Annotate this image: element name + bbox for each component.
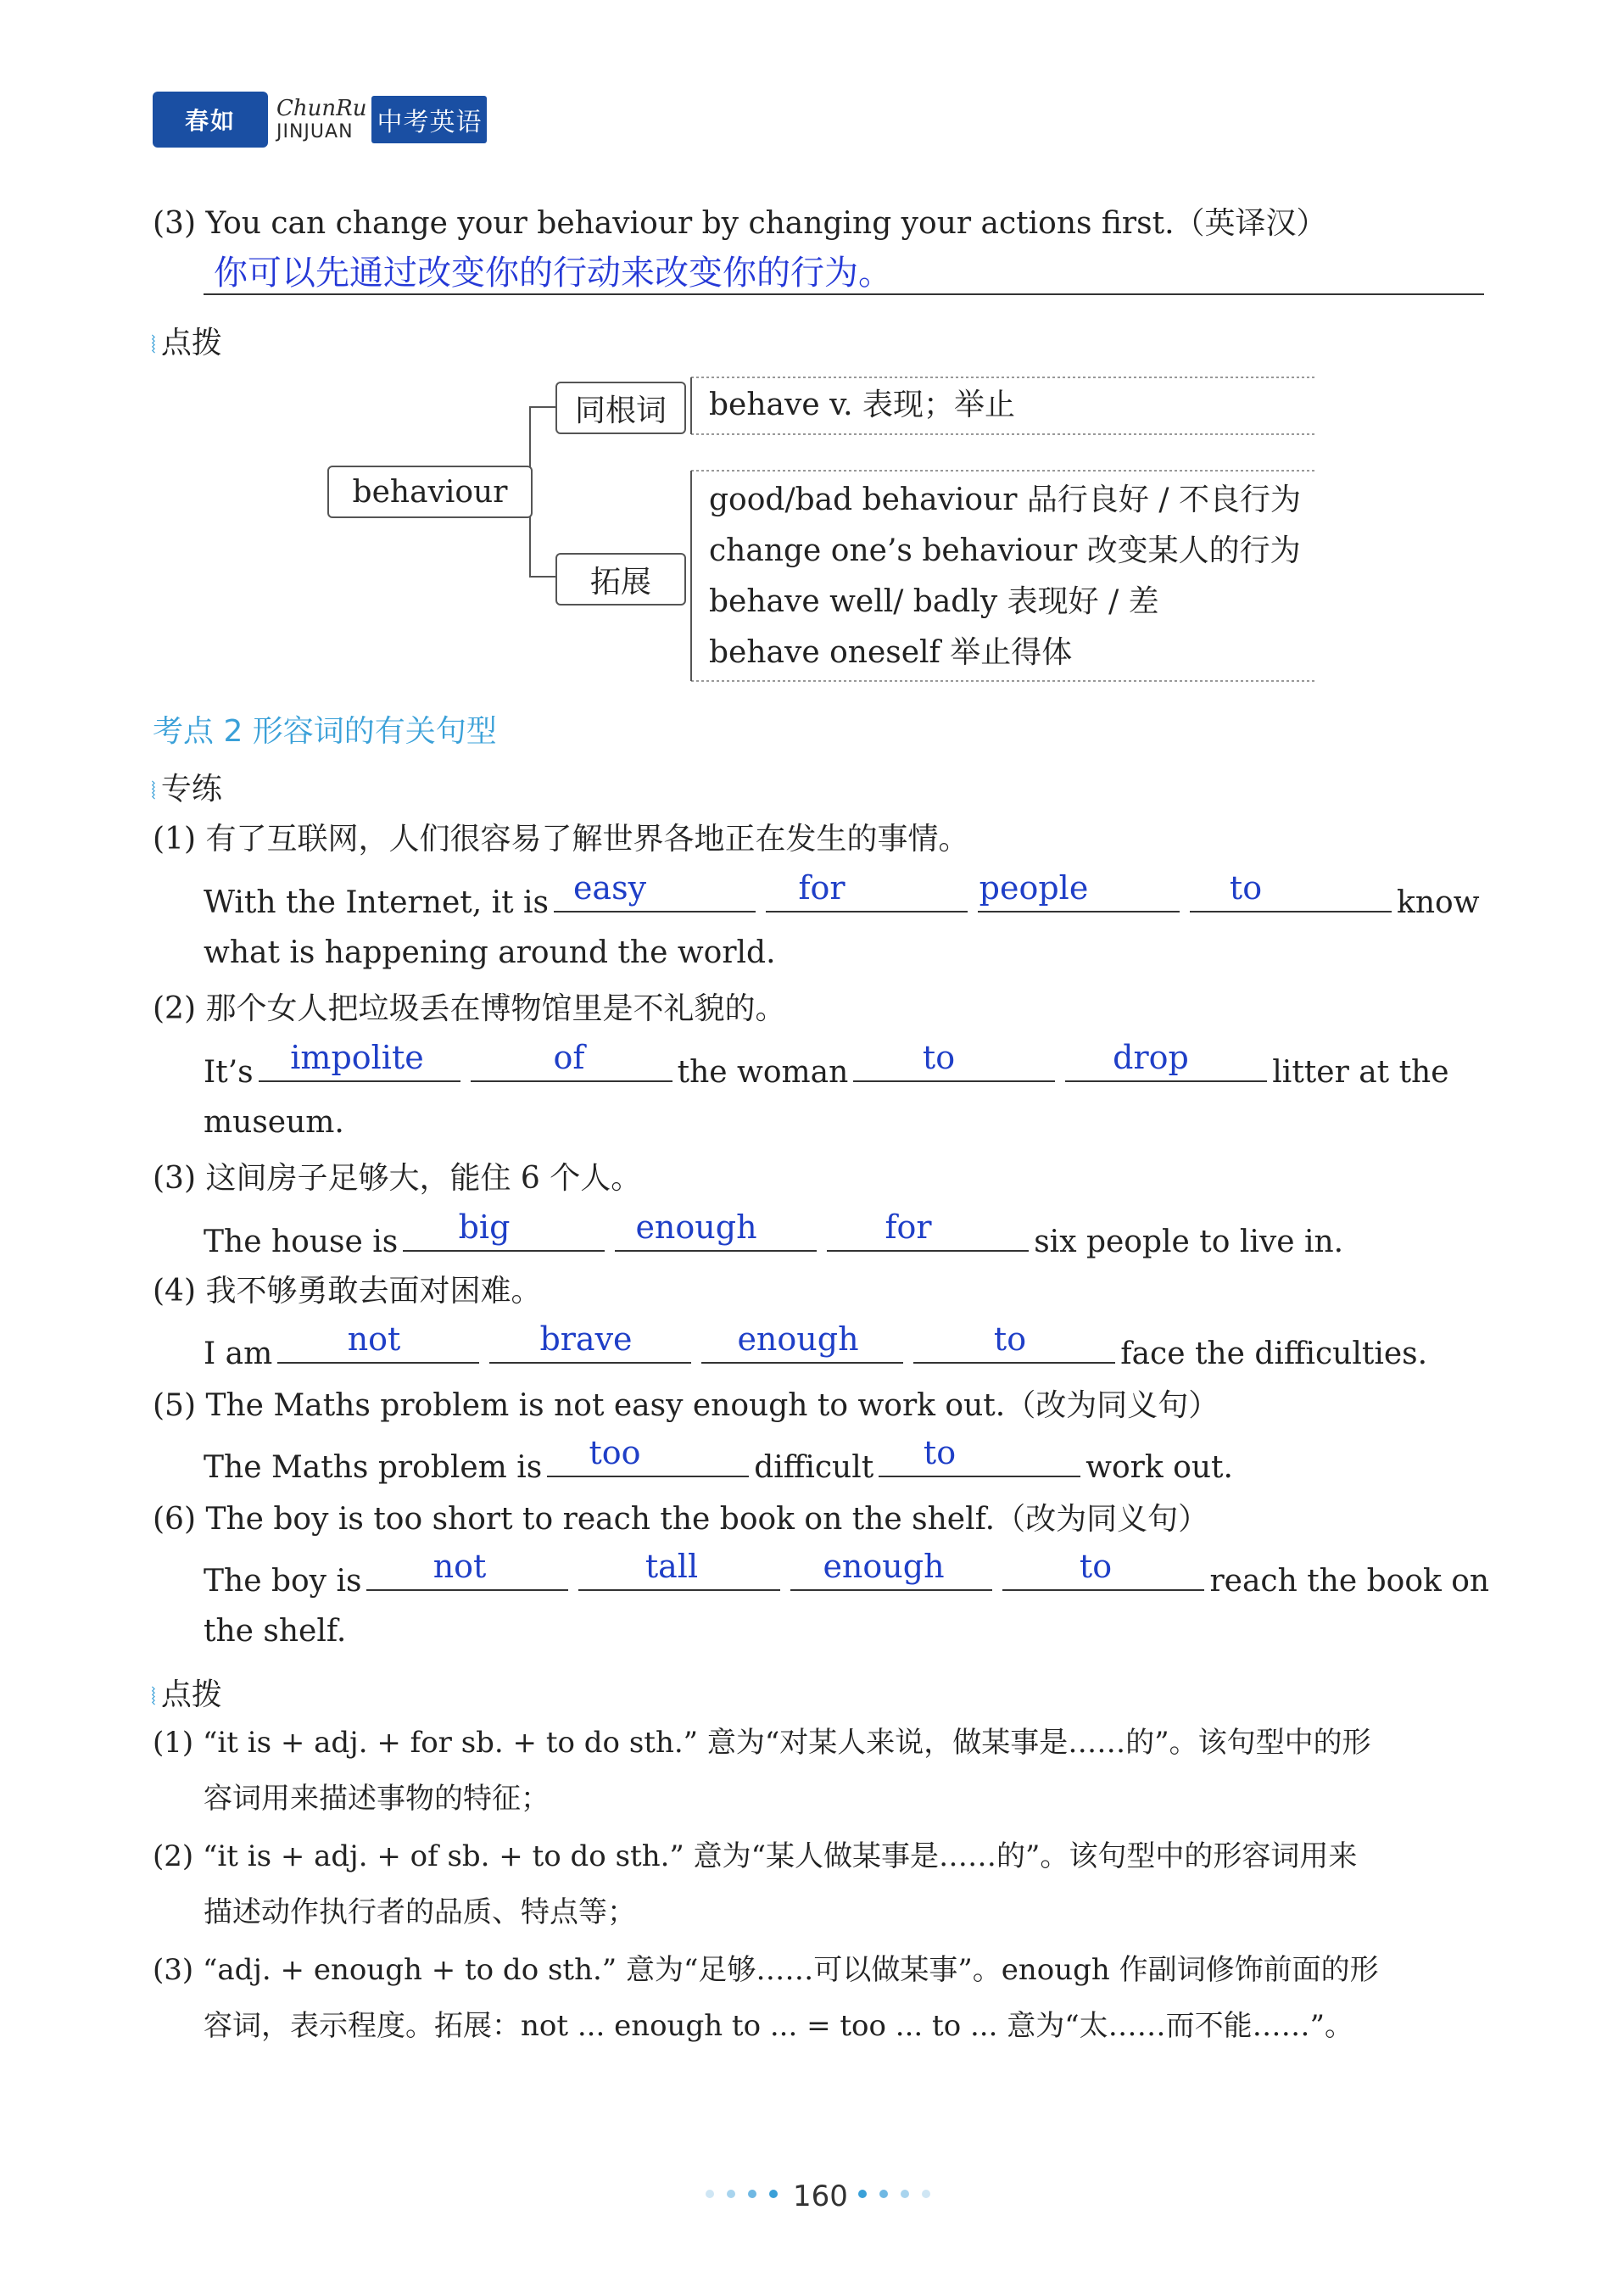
tip2-item-2-line-1: (2) “it is + adj. + of sb. + to do sth.” 意为“某人做某事是……的”。该句型中的形容词用来 (153, 1839, 1358, 1873)
page-dot (727, 2190, 735, 2198)
ex4-answer-3: enough (737, 1320, 859, 1358)
mindmap-root: behaviour (327, 466, 533, 518)
ex3-answer-2: enough (635, 1208, 757, 1246)
ex6-english: The boy is reach the book on (204, 1560, 1489, 1597)
practice-heading (151, 765, 222, 808)
page-dot (748, 2190, 756, 2198)
tip2-item-1-line-1: (1) “it is + adj. + for sb. + to do sth.” 意为“对某人来说，做某事是……的”。该句型中的形 (153, 1726, 1371, 1760)
page-dot (922, 2190, 930, 2198)
practice-marker-icon: ⦚ (151, 777, 156, 805)
mindmap-branch-extension: 拓展 (555, 553, 686, 606)
mindmap-ext-line-4: behave oneself 举止得体 (709, 635, 1073, 670)
ex2-answer-4: drop (1113, 1039, 1189, 1076)
ex1-answer-3: people (979, 869, 1089, 907)
tip2-item-2-line-2: 描述动作执行者的品质、特点等； (204, 1895, 636, 1929)
q3-answer: 你可以先通过改变你的行动来改变你的行为。 (214, 254, 892, 293)
tip2-marker-icon: ⦚ (151, 1683, 156, 1711)
ex3-answer-3: for (885, 1208, 932, 1246)
brand-name-en: ChunRu (276, 96, 367, 121)
practice-label: 专练 (160, 772, 222, 806)
ex4-answer-4: to (993, 1320, 1027, 1358)
page-dot (858, 2190, 867, 2198)
ex4-answer-2: brave (539, 1320, 633, 1358)
mindmap-branch-cognate: 同根词 (555, 382, 686, 434)
tip-marker-icon: ⦚ (151, 331, 156, 359)
tip2-item-3-line-2: 容词，表示程度。拓展：not ... enough to ... = too ... to ... 意为“太……而不能……”。 (204, 2009, 1353, 2043)
ex3-answer-1: big (458, 1208, 511, 1246)
ex2-english-cont: museum. (204, 1105, 344, 1140)
ex4-chinese: (4) 我不够勇敢去面对困难。 (153, 1274, 542, 1309)
tip2-item-3-line-1: (3) “adj. + enough + to do sth.” 意为“足够……可以做某事”。enough 作副词修饰前面的形 (153, 1953, 1379, 1987)
ex1-english-cont: what is happening around the world. (204, 935, 776, 970)
ex1-answer-1: easy (572, 869, 647, 907)
ex2-answer-2: of (553, 1039, 585, 1076)
tip2-item-1-line-2: 容词用来描述事物的特征； (204, 1782, 550, 1816)
page-number: 160 (793, 2179, 848, 2213)
section2-title: 考点 2 形容词的有关句型 (153, 714, 497, 749)
ex1-answer-2: for (798, 869, 845, 907)
ex6-answer-4: to (1079, 1548, 1113, 1585)
ex3-english: The house is six people to live in. (204, 1221, 1343, 1258)
page-dot (879, 2190, 888, 2198)
ex3-chinese: (3) 这间房子足够大，能住 6 个人。 (153, 1161, 642, 1196)
ex5-prompt: (5) The Maths problem is not easy enough to work out.（改为同义句） (153, 1388, 1219, 1423)
ex6-answer-3: enough (823, 1548, 945, 1585)
ex5-answer-2: to (923, 1434, 957, 1471)
mindmap-cognate-text: behave v. 表现；举止 (709, 388, 1016, 422)
ex2-english: It’s the woman litter at the (204, 1052, 1449, 1088)
tip2-label: 点拨 (160, 1677, 222, 1712)
subject-tag: 中考英语 (371, 96, 487, 143)
ex1-answer-4: to (1229, 869, 1263, 907)
ex5-answer-1: too (589, 1434, 641, 1471)
ex2-answer-1: impolite (290, 1039, 424, 1076)
brand-logo-icon: 春如 (153, 92, 268, 148)
q3-prompt: (3) You can change your behaviour by changing your actions first.（英译汉） (153, 206, 1327, 241)
ex4-answer-1: not (347, 1320, 401, 1358)
mindmap-ext-line-3: behave well/ badly 表现好 / 差 (709, 584, 1159, 619)
tip2-heading (151, 1671, 222, 1714)
mindmap-ext-line-1: good/bad behaviour 品行良好 / 不良行为 (709, 483, 1301, 517)
ex2-chinese: (2) 那个女人把垃圾丢在博物馆里是不礼貌的。 (153, 991, 786, 1026)
ex6-prompt: (6) The boy is too short to reach the book on the shelf.（改为同义句） (153, 1502, 1209, 1537)
ex1-chinese: (1) 有了互联网，人们很容易了解世界各地正在发生的事情。 (153, 822, 969, 857)
brand-subtitle-en: JINJUAN (276, 121, 354, 142)
mindmap-ext-line-2: change one’s behaviour 改变某人的行为 (709, 533, 1301, 568)
ex6-english-cont: the shelf. (204, 1614, 347, 1649)
ex6-answer-2: tall (645, 1548, 699, 1585)
tip1-label: 点拨 (160, 326, 222, 360)
ex5-english: The Maths problem is difficult work out. (204, 1447, 1233, 1483)
ex2-answer-3: to (922, 1039, 956, 1076)
ex1-english: With the Internet, it is know (204, 882, 1480, 918)
ex6-answer-1: not (433, 1548, 487, 1585)
page-dot (769, 2190, 778, 2198)
page-dot (901, 2190, 909, 2198)
ex4-english: I am face the difficulties. (204, 1333, 1427, 1370)
page-dot (706, 2190, 714, 2198)
